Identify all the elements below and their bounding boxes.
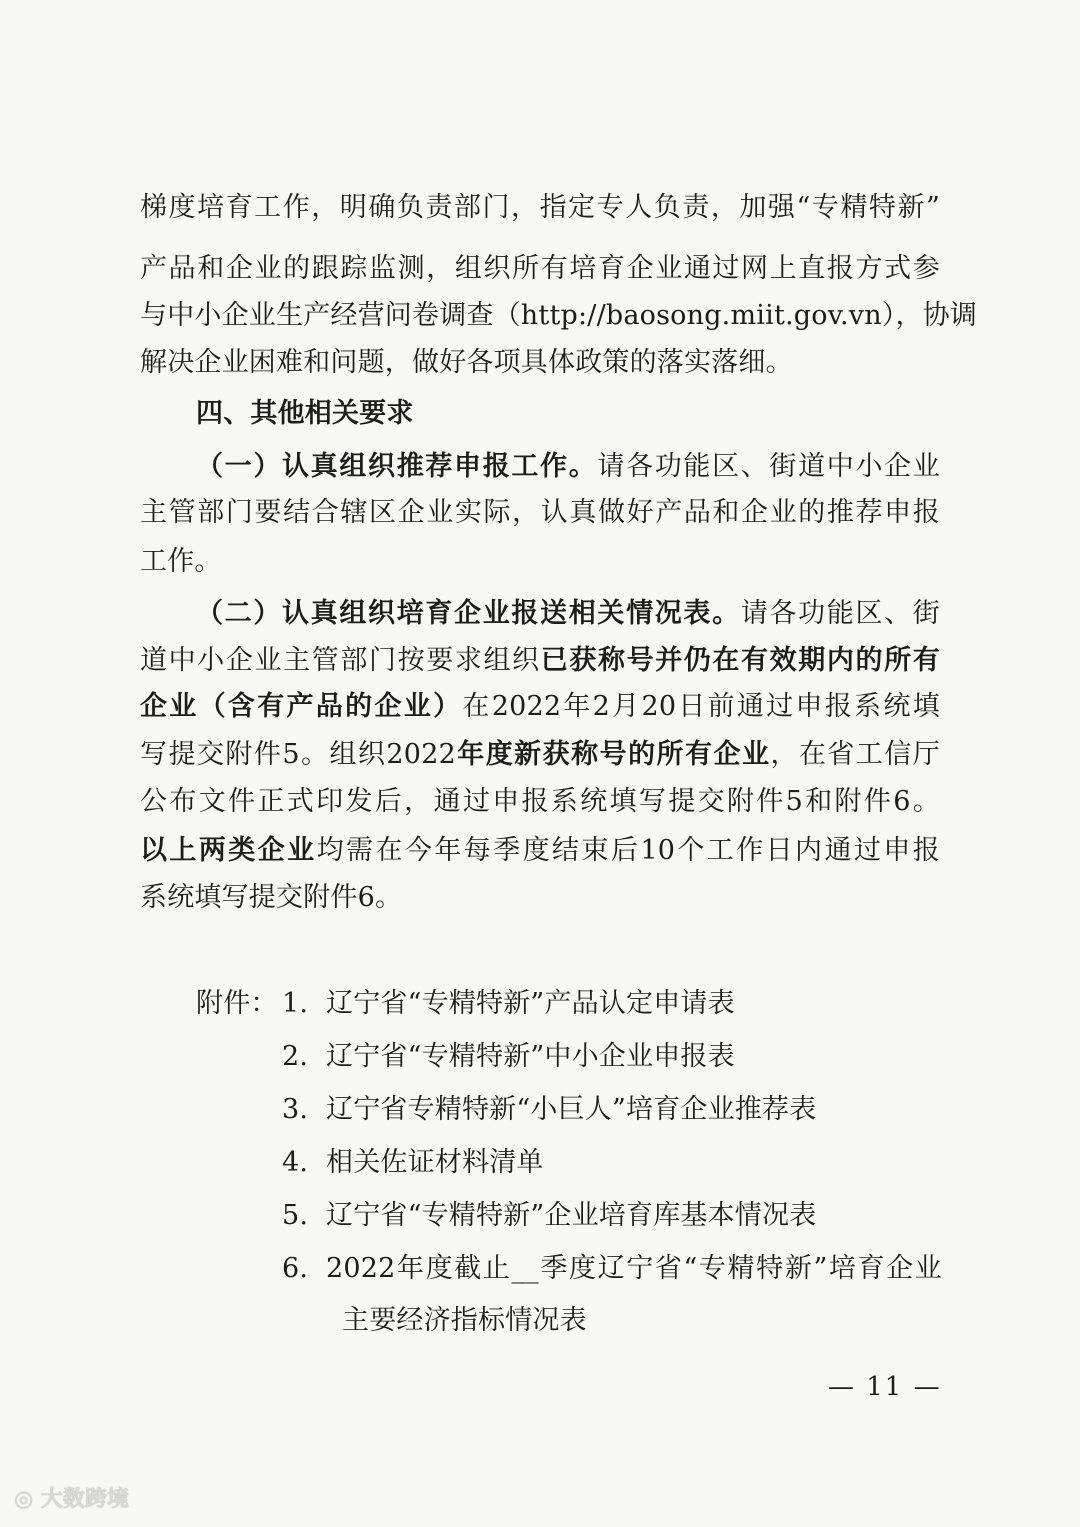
attachment-item: 1. 辽宁省“专精特新”产品认定申请表 [282,988,735,1019]
attachment-item: 3. 辽宁省专精特新“小巨人”培育企业推荐表 [282,1094,817,1125]
watermark-logo-icon: ◎ [14,1487,34,1512]
subheading-1: （一）认真组织推荐申报工作。 [196,451,598,482]
body-text-line: 梯度培育工作，明确负责部门，指定专人负责，加强“专精特新” [140,192,940,223]
body-text-line: （一）认真组织推荐申报工作。请各功能区、街道中小企业 [196,451,940,482]
attachment-item: 2. 辽宁省“专精特新”中小企业申报表 [282,1041,735,1072]
body-text-line: 产品和企业的跟踪监测，组织所有培育企业通过网上直报方式参 [140,253,940,284]
watermark: ◎ 大数跨境 [14,1487,129,1512]
body-text-line: （二）认真组织培育企业报送相关情况表。请各功能区、街 [196,598,940,629]
body-text-line: 以上两类企业均需在今年每季度结束后10个工作日内通过申报 [140,835,940,866]
subheading-2: （二）认真组织培育企业报送相关情况表。 [196,598,741,629]
section-heading: 四、其他相关要求 [196,398,414,429]
attachments-label: 附件： [196,988,278,1019]
body-text-line: 与中小企业生产经营问卷调查（http://baosong.miit.gov.vn），协调 [140,300,978,331]
body-text-line: 解决企业困难和问题，做好各项具体政策的落实落细。 [140,347,793,378]
body-text-line: 系统填写提交附件6。 [140,882,403,913]
body-text-line: 企业（含有产品的企业）在2022年2月20日前通过申报系统填 [140,691,940,722]
attachment-item: 6. 2022年度截止__季度辽宁省“专精特新”培育企业 [282,1253,942,1284]
attachment-item-continuation: 主要经济指标情况表 [342,1305,587,1336]
body-text-line: 公布文件正式印发后，通过申报系统填写提交附件5和附件6。 [140,786,940,817]
body-text-line: 写提交附件5。组织2022年度新获称号的所有企业，在省工信厅 [140,739,941,770]
body-text-line: 道中小企业主管部门按要求组织已获称号并仍在有效期内的所有 [140,645,940,676]
attachment-item: 5. 辽宁省“专精特新”企业培育库基本情况表 [282,1200,817,1231]
body-text-line: 工作。 [140,546,222,577]
attachment-item: 4. 相关佐证材料清单 [282,1147,544,1178]
page-number: — 11 — [828,1372,942,1402]
body-text-line: 主管部门要结合辖区企业实际，认真做好产品和企业的推荐申报 [140,497,940,528]
